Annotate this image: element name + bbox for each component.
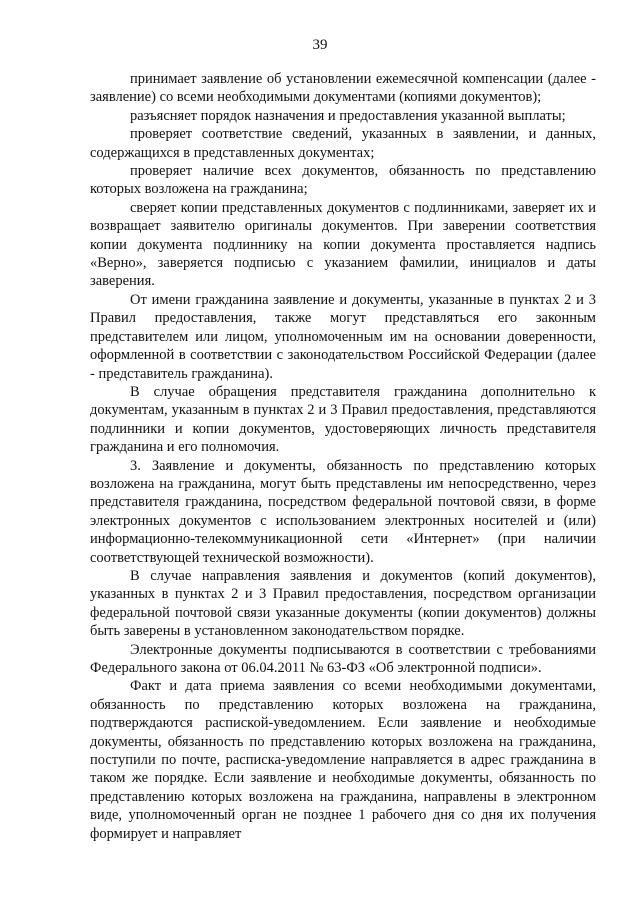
paragraph-receipt-notification: Факт и дата приема заявления со всеми необходимыми документами, обязанность по представлению которых возложена на гражданина, подтверждаются распиской-уведомлением. Если заявление и необходимые документы, обязанность по представлению которых возложена на гражданина, поступили по почте, расписка-уведомление направляется в адрес гражданина в таком же порядке. Если заявление и необходимые документы, обязанность по представлению которых возложена на гражданина, направлены в электронном виде, уполномоченный орган не позднее 1 рабочего дня со дня их получения формирует и направляет <box>90 678 596 842</box>
paragraph-verifies-copies: сверяет копии представленных документов с подлинниками, заверяет их и возвращает заявителю оригиналы документов. При заверении соответствия копии документа подлиннику на копии документа проставляется надпись «Верно», заверяется подписью с указанием фамилии, инициалов и даты заверения. <box>90 199 596 290</box>
paragraph-postal-submission: В случае направления заявления и документов (копий документов), указанных в пунктах 2 и 3 Правил предоставления, посредством организации федеральной почтовой связи указанные документы (копии документов) должны быть заверены в установленном законодательством порядке. <box>90 567 596 640</box>
paragraph-representative-documents: В случае обращения представителя гражданина дополнительно к документам, указанным в пунктах 2 и 3 Правил предоставления, представляются подлинники и копии документов, удостоверяющих личность представителя гражданина и его полномочия. <box>90 383 596 456</box>
paragraph-submission-methods: 3. Заявление и документы, обязанность по представлению которых возложена на гражданина, могут быть представлены им непосредственно, через представителя гражданина, посредством федеральной почтовой связи, в форме электронных документов с использованием электронных носителей и (или) информационно-телекоммуникационной сети «Интернет» (при наличии соответствующей технической возможности). <box>90 457 596 566</box>
page-number: 39 <box>312 37 328 53</box>
paragraph-electronic-signature: Электронные документы подписываются в соответствии с требованиями Федерального закона от 06.04.2011 № 63-ФЗ «Об электронной подписи». <box>90 641 596 676</box>
document-body <box>90 70 596 843</box>
paragraph-checks-documents: проверяет наличие всех документов, обязанность по представлению которых возложена на гражданина; <box>90 163 596 198</box>
paragraph-representative: От имени гражданина заявление и документы, указанные в пунктах 2 и 3 Правил предоставления, также могут представляться его законным представителем или лицом, уполномоченным им на основании доверенности, оформленной в соответствии с законодательством Российской Федерации (далее - представитель гражданина). <box>90 291 596 382</box>
paragraph-accepts-application: принимает заявление об установлении ежемесячной компенсации (далее - заявление) со всеми необходимыми документами (копиями документов); <box>90 71 596 106</box>
paragraph-explains-procedure: разъясняет порядок назначения и предоставления указанной выплаты; <box>130 107 566 124</box>
paragraph-checks-correspondence: проверяет соответствие сведений, указанных в заявлении, и данных, содержащихся в представленных документах; <box>90 126 596 161</box>
